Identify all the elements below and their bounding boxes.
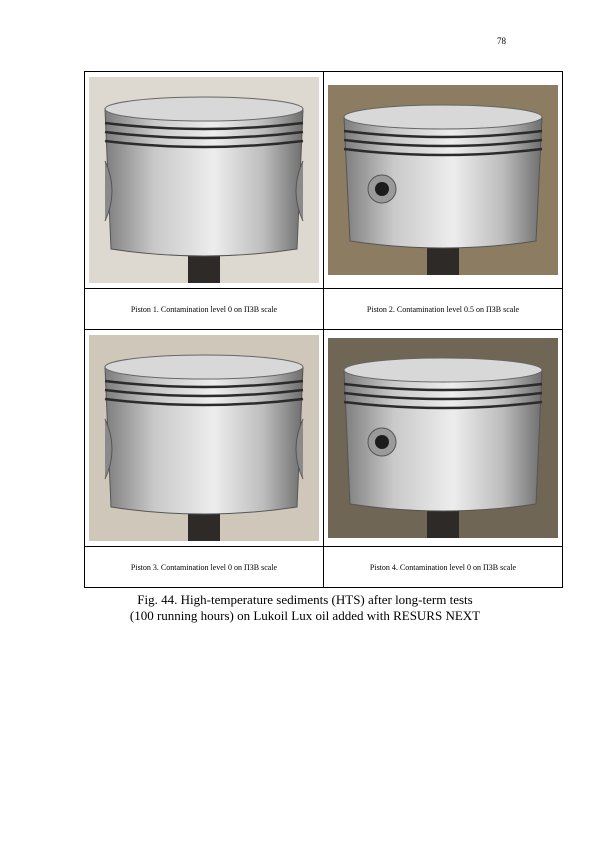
piston-1-photo (89, 77, 319, 283)
pin-hole (375, 182, 389, 196)
piston-crown (344, 105, 542, 129)
piston-body (105, 109, 303, 256)
piston-3-photo-cell (85, 330, 324, 547)
figure-caption (90, 592, 520, 624)
piston-1-photo-cell (85, 72, 324, 289)
piston-crown (105, 355, 303, 379)
piston-2-photo-cell (324, 72, 563, 289)
piston-4-caption: Piston 4. Contamination level 0 on ПЗВ scale (324, 547, 563, 588)
pin-hole (375, 435, 389, 449)
piston-crown (344, 358, 542, 382)
piston-4-photo (328, 338, 558, 538)
piston-body (105, 367, 303, 514)
piston-3-photo (89, 335, 319, 541)
piston-2-caption: Piston 2. Contamination level 0.5 on ПЗВ scale (324, 289, 563, 330)
figure-caption-line-2: (100 running hours) on Lukoil Lux oil added with RESURS NEXT (129, 608, 481, 623)
page-number: 78 (497, 36, 506, 46)
piston-2-photo (328, 85, 558, 275)
piston-4-photo-cell (324, 330, 563, 547)
piston-crown (105, 97, 303, 121)
piston-figure-table (84, 71, 563, 588)
figure-caption-line-1: Fig. 44. High-temperature sediments (HTS) after long-term tests (137, 592, 473, 607)
piston-3-caption: Piston 3. Contamination level 0 on ПЗВ scale (85, 547, 324, 588)
piston-1-caption: Piston 1. Contamination level 0 on ПЗВ scale (85, 289, 324, 330)
